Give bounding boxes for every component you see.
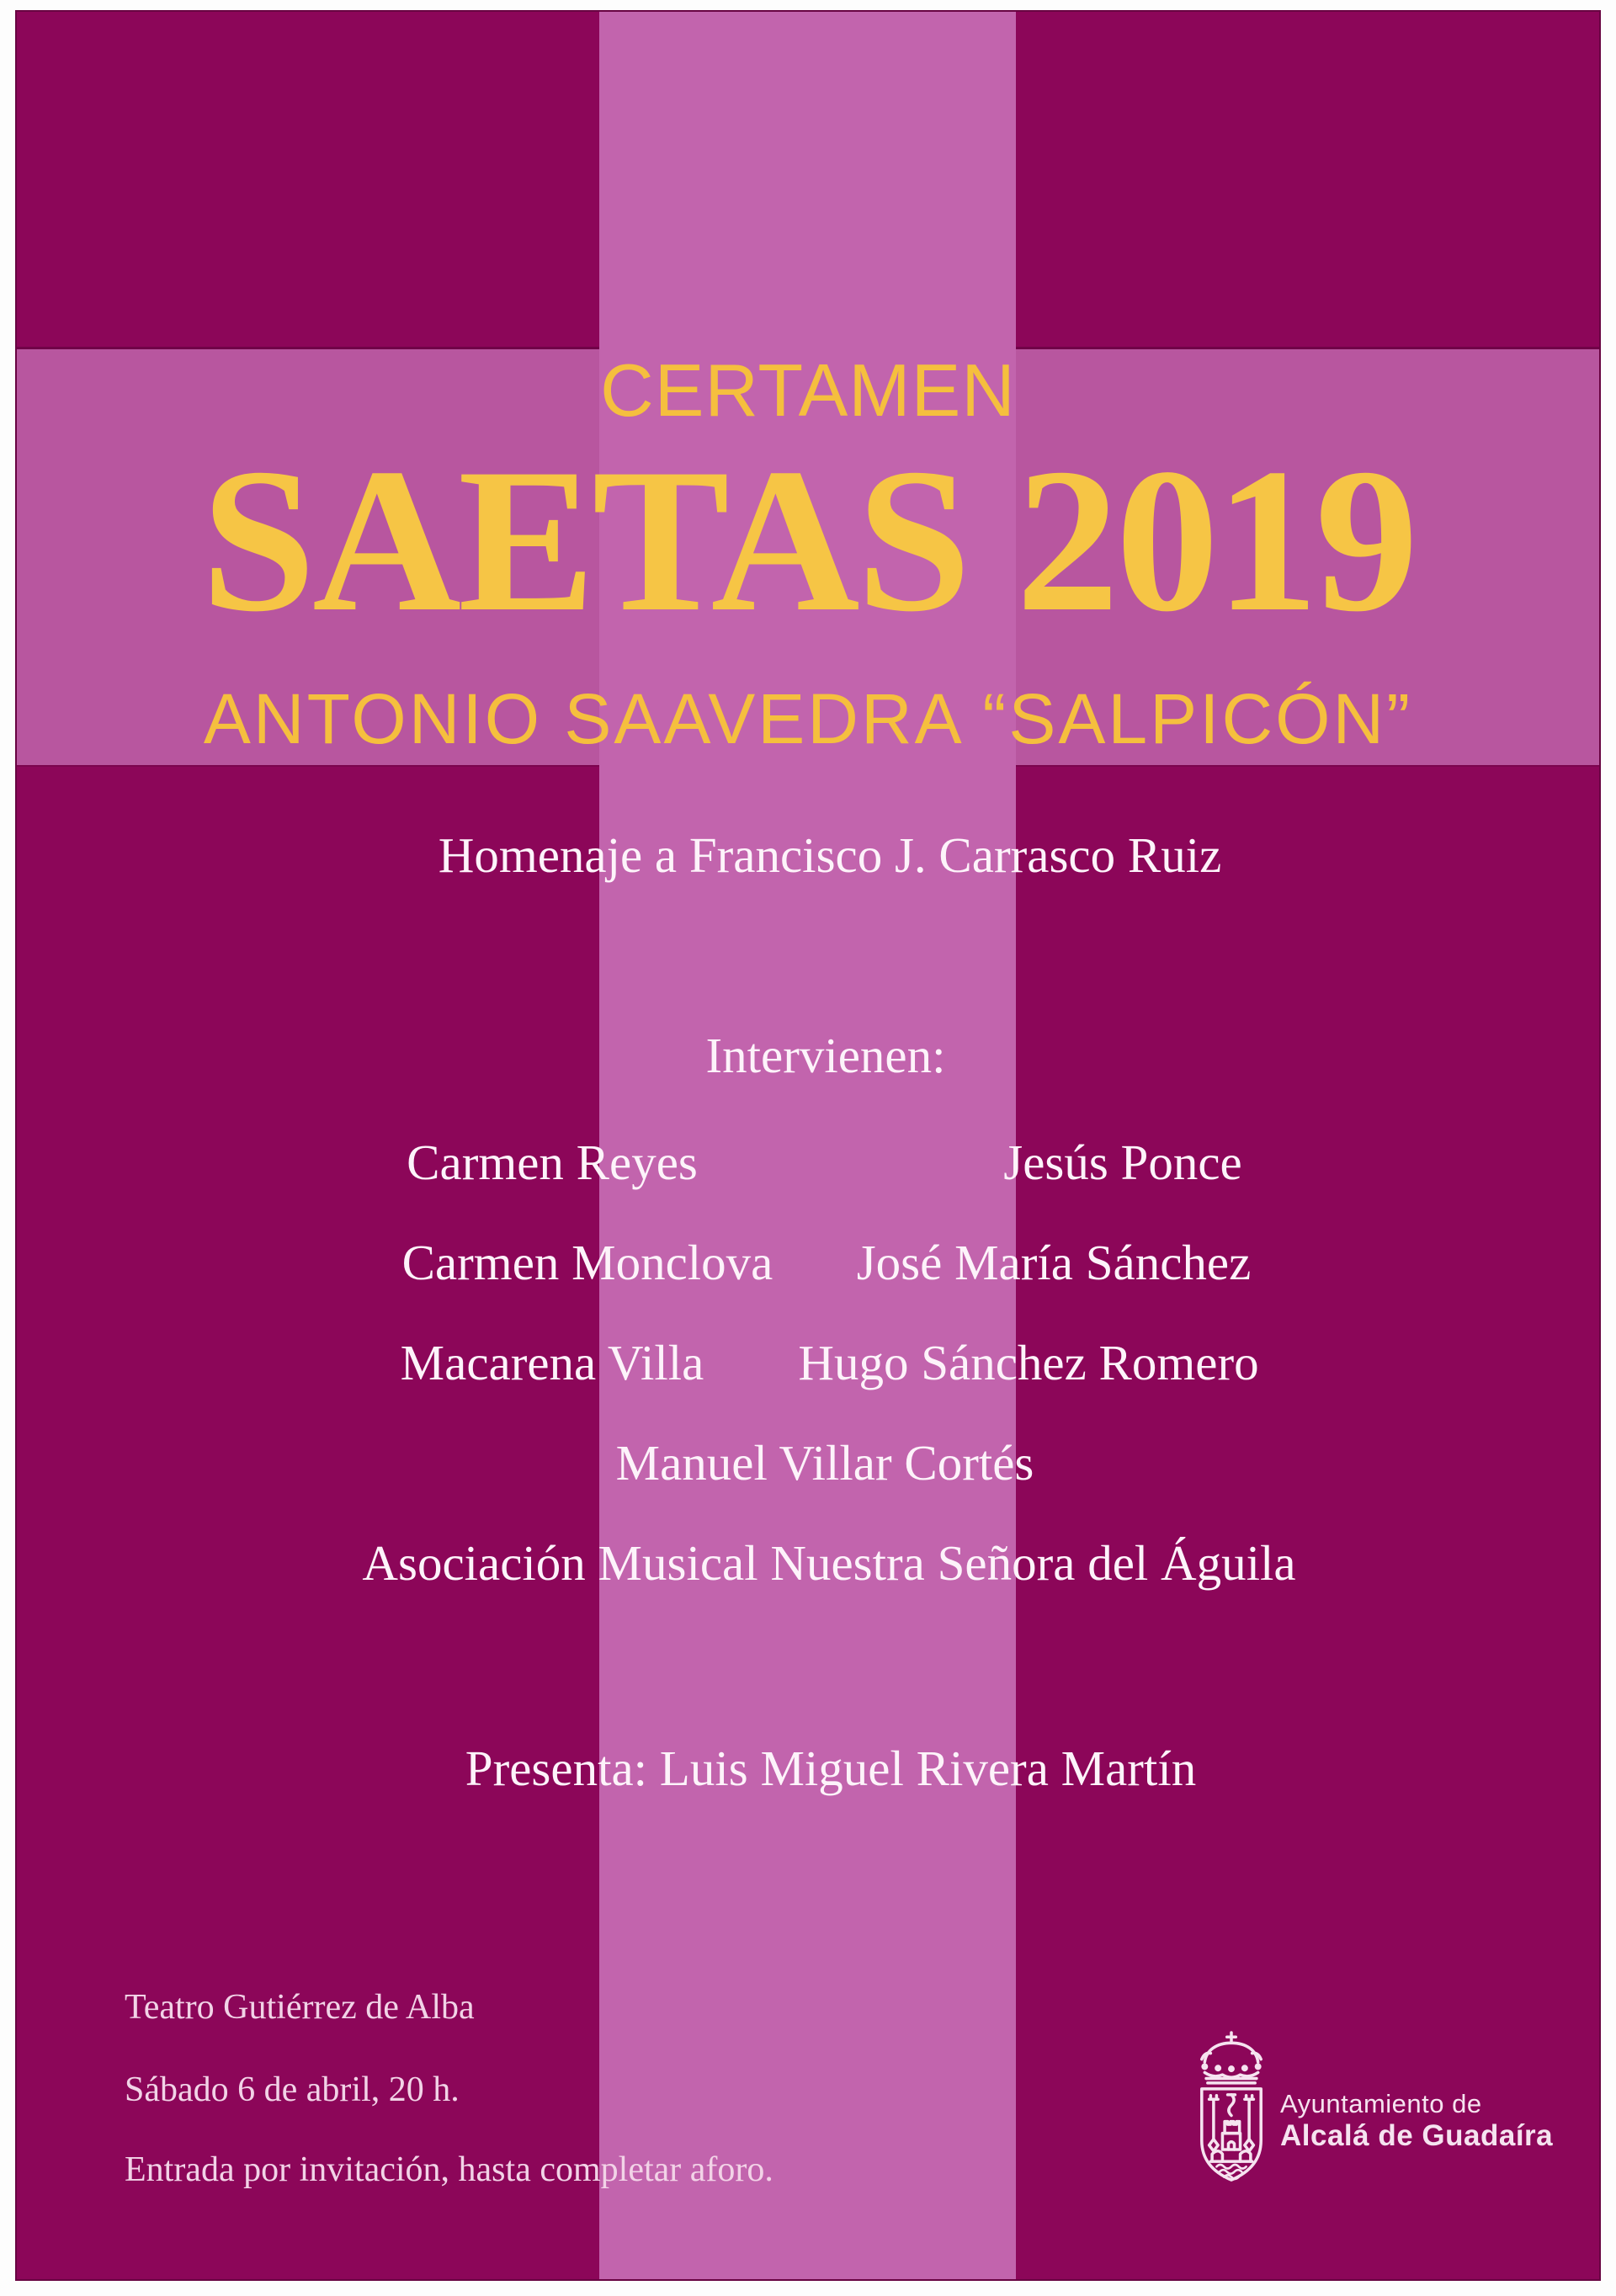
participant-name: Macarena Villa [400, 1335, 704, 1390]
city-crest-icon [1194, 2031, 1268, 2182]
participant-name: Hugo Sánchez Romero [798, 1335, 1259, 1390]
title-antonio-saavedra: ANTONIO SAAVEDRA “SALPICÓN” [203, 679, 1413, 758]
tribute-line: Homenaje a Francisco J. Carrasco Ruiz [438, 827, 1222, 883]
poster-canvas [15, 10, 1601, 2281]
date-time-line: Sábado 6 de abril, 20 h. [125, 2070, 460, 2109]
title-certamen: CERTAMEN [600, 348, 1016, 432]
title-saetas-2019: SAETAS 2019 [200, 426, 1416, 654]
venue-line: Teatro Gutiérrez de Alba [125, 1988, 475, 2027]
participant-name: Asociación Musical Nuestra Señora del Águila [362, 1535, 1296, 1591]
participant-name: Carmen Reyes [407, 1135, 698, 1190]
organizer-line1: Ayuntamiento de [1280, 2089, 1482, 2118]
participant-name: Carmen Monclova [401, 1235, 773, 1290]
participants-heading: Intervienen: [705, 1028, 946, 1083]
organizer-line2: Alcalá de Guadaíra [1280, 2119, 1554, 2152]
presenter-line: Presenta: Luis Miguel Rivera Martín [465, 1741, 1197, 1796]
participant-name: Manuel Villar Cortés [615, 1435, 1034, 1491]
participant-name: Jesús Ponce [1003, 1135, 1242, 1190]
admission-line: Entrada por invitación, hasta completar aforo. [125, 2150, 773, 2189]
participant-name: José María Sánchez [856, 1235, 1252, 1290]
